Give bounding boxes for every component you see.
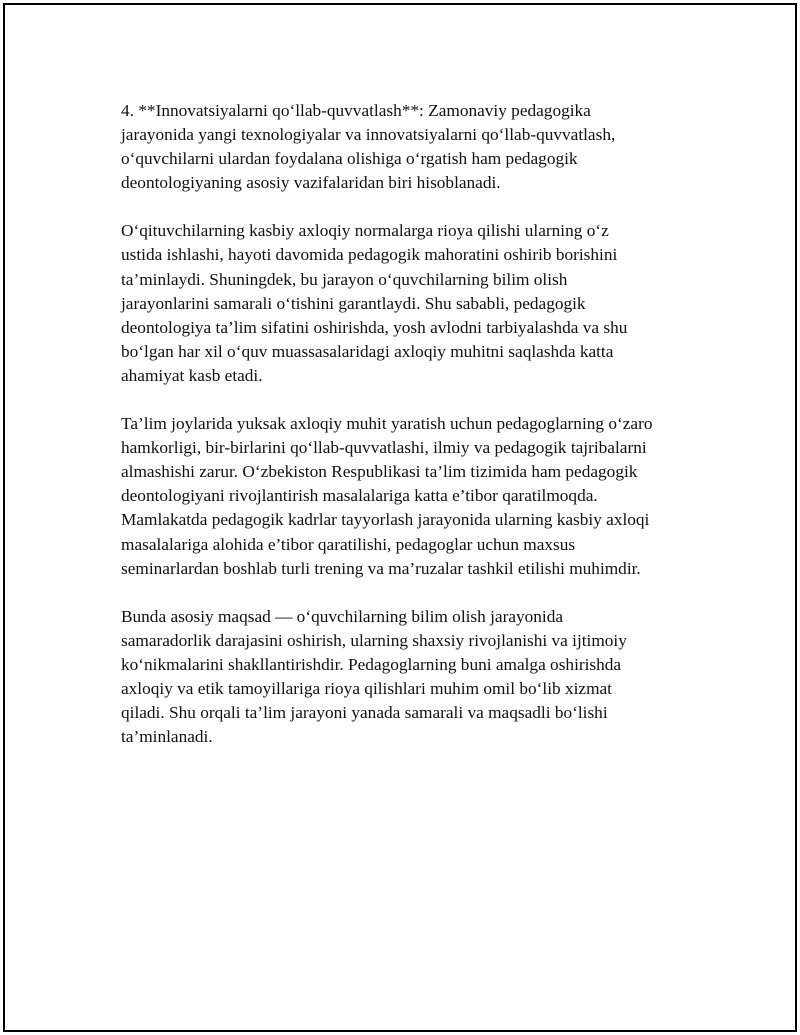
text-line: 4. **Innovatsiyalarni qo‘llab-quvvatlash**: Zamonaviy pedagogika — [121, 101, 591, 120]
text-line: jarayonlarini samarali o‘tishini garantlaydi. Shu sababli, pedagogik — [121, 293, 586, 313]
text-line: o‘quvchilarni ulardan foydalana olishiga o‘rgatish ham pedagogik — [121, 149, 578, 169]
text-line: qiladi. Shu orqali ta’lim jarayoni yanada samarali va maqsadli bo‘lishi — [121, 703, 608, 723]
text-line: jarayonida yangi texnologiyalar va innovatsiyalarni qo‘llab-quvvatlash, — [121, 125, 616, 145]
text-line: masalalariga alohida e’tibor qaratilishi, pedagoglar uchun maxsus — [121, 534, 576, 554]
text-line: ahamiyat kasb etadi. — [121, 365, 263, 385]
paragraph-teacher-ethics — [121, 219, 701, 388]
text-line: O‘qituvchilarning kasbiy axloqiy normalarga rioya qilishi ularning o‘z — [121, 221, 609, 241]
text-line: ta’minlaydi. Shuningdek, bu jarayon o‘quvchilarning bilim olish — [121, 269, 568, 289]
paragraph-main-goal — [121, 605, 701, 750]
text-line: samaradorlik darajasini oshirish, ularning shaxsiy rivojlanishi va ijtimoiy — [121, 630, 627, 650]
text-line: deontologiyani rivojlantirish masalalariga katta e’tibor qaratilmoqda. — [121, 486, 598, 506]
text-line: Mamlakatda pedagogik kadrlar tayyorlash jarayonida ularning kasbiy axloqi — [121, 510, 650, 530]
text-line: almashishi zarur. O‘zbekiston Respublikasi ta’lim tizimida ham pedagogik — [121, 462, 638, 482]
text-line: ko‘nikmalarini shakllantirishdir. Pedagoglarning buni amalga oshirishda — [121, 654, 622, 674]
text-line: ta’minlanadi. — [121, 727, 213, 747]
text-line: deontologiya ta’lim sifatini oshirishda, yosh avlodni tarbiyalashda va shu — [121, 317, 628, 337]
text-line: axloqiy va etik tamoyillariga rioya qilishlari muhim omil bo‘lib xizmat — [121, 678, 612, 698]
text-line: bo‘lgan har xil o‘quv muassasalaridagi axloqiy muhitni saqlashda katta — [121, 341, 614, 361]
text-line: deontologiyaning asosiy vazifalaridan biri hisoblanadi. — [121, 173, 501, 193]
text-line: hamkorligi, bir-birlarini qo‘llab-quvvatlashi, ilmiy va pedagogik tajribalarni — [121, 438, 647, 458]
document-body — [121, 99, 701, 773]
paragraph-innovation-support — [121, 99, 701, 195]
text-line: Bunda asosiy maqsad — o‘quvchilarning bilim olish jarayonida — [121, 606, 564, 626]
page-border — [3, 3, 797, 1032]
paragraph-moral-environment — [121, 412, 701, 581]
text-line: seminarlardan boshlab turli trening va ma’ruzalar tashkil etilishi muhimdir. — [121, 558, 641, 578]
text-line: Ta’lim joylarida yuksak axloqiy muhit yaratish uchun pedagoglarning o‘zaro — [121, 414, 653, 434]
text-line: ustida ishlashi, hayoti davomida pedagogik mahoratini oshirib borishini — [121, 245, 618, 265]
